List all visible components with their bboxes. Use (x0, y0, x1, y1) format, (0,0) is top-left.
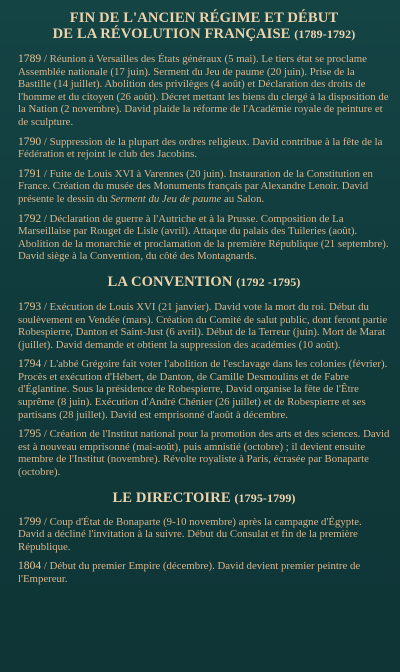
entry-text: L'abbé Grégoire fait voter l'abolition de l'esclavage dans les colonies (février). Procès et exécution d'Hébert, de Danton, de Camille Desmoulins et de Fabre d'Églantine. Sous la présidence de Robespierre, David organise la fête de l'Être suprême (8 juin). Exécution d'André Chénier (26 juillet) et de Robespierre et ses partisans (28 juillet). David est emprisonné d'août à décembre. (18, 358, 388, 421)
timeline-entry-1799: 1799 / Coup d'État de Bonaparte (9-10 novembre) après la campagne d'Égypte. David a décliné l'invitation à la suivre. Début du Consulat et fin de la première République. (18, 514, 362, 553)
entry-text: Réunion à Versailles des États généraux (5 mai). Le tiers état se proclame Assemblée nationale (17 juin). Serment du Jeu de paume (20 juin). Prise de la Bastille (14 juillet). Abolition des privilèges (4 août) et Déclaration des droits de l'homme et du citoyen (26 août). Décret mettant les biens du clergé à la disposition de la Nation (2 novembre). David plaide la réforme de l'Académie royale de peinture et de sculpture. (18, 53, 389, 128)
section-title-text: LE DIRECTOIRE (112, 489, 231, 506)
entry-text: Fuite de Louis XVI à Varennes (20 juin). Instauration de la Constitution en France. Création du musée des Monuments français par Alexandre Lenoir. David présente le dessin du (18, 167, 373, 205)
timeline-entry-1792: 1792 / Déclaration de guerre à l'Autriche et à la Prusse. Composition de La Marseillaise par Rouget de Lisle (avril). Attaque du palais des Tuileries (août). Abolition de la monarchie et proclamation de la première République (21 septembre). David siège à la Convention, du côté des Montagnards. (18, 211, 389, 263)
section-title-directoire (18, 490, 390, 506)
entry-text: Suppression de la plupart des ordres religieux. David contribue à la fête de la Fédération et rejoint le club des Jacobins. (18, 135, 383, 161)
artwork-title: Serment du Jeu de paume (110, 192, 222, 205)
entry-year: 1794 (18, 357, 42, 371)
timeline-entry-1804: 1804 / Début du premier Empire (décembre). David devient premier peintre de l'Empereur. (18, 559, 361, 585)
section-title-text: LA CONVENTION (107, 273, 233, 290)
entry-text: Coup d'État de Bonaparte (9-10 novembre) après la campagne d'Égypte. David a décliné l'invitation à la suivre. Début du Consulat et fin de la première République. (18, 515, 362, 553)
section-years: (1792 -1795) (236, 274, 301, 289)
entry-year: 1804 (18, 559, 42, 573)
entry-text: Exécution de Louis XVI (21 janvier). David vote la mort du roi. Début du soulèvement en Vendée (mars). Création du Comité de salut public, dont feront partie Robespierre, Danton et Saint-Just (6 avril). Début de la Terreur (juin). Mort de Marat (juillet). David demande et obtient la suppression des académies (10 août). (18, 300, 388, 351)
entry-text: Début du premier Empire (décembre). David devient premier peintre de l'Empereur. (18, 560, 361, 585)
entry-year: 1799 (18, 514, 42, 528)
section-title-line2: DE LA RÉVOLUTION FRANÇAISE (52, 26, 291, 42)
entry-text: Déclaration de guerre à l'Autriche et à la Prusse. Composition de La Marseillaise par Rouget de Lisle (avril). Attaque du palais des Tuileries (août). Abolition de la monarchie et proclamation de la première République (21 septembre). David siège à la Convention, du côté des Montagnards. (18, 212, 389, 263)
entry-year: 1795 (18, 427, 42, 441)
timeline-entry-1793: 1793 / Exécution de Louis XVI (21 janvier). David vote la mort du roi. Début du soulèvement en Vendée (mars). Création du Comité de salut public, dont feront partie Robespierre, Danton et Saint-Just (6 avril). Début de la Terreur (juin). Mort de Marat (juillet). David demande et obtient la suppression des académies (10 août). (18, 299, 388, 351)
timeline-entry-1794: 1794 / L'abbé Grégoire fait voter l'abolition de l'esclavage dans les colonies (février). Procès et exécution d'Hébert, de Danton, de Camille Desmoulins et de Fabre d'Églantine. Sous la présidence de Robespierre, David organise la fête de l'Être suprême (8 juin). Exécution d'André Chénier (26 juillet) et de Robespierre et ses partisans (28 juillet). David est emprisonné d'août à décembre. (18, 357, 388, 421)
entry-year: 1790 (18, 134, 42, 148)
section-years: (1795-1799) (234, 490, 296, 505)
entry-text-end: au Salon. (221, 192, 265, 205)
section-years: (1789-1792) (294, 27, 356, 41)
entry-text: Création de l'Institut national pour la promotion des arts et des sciences. David est à nouveau emprisonné (mai-août), puis amnistié (octobre) ; il devient ensuite membre de l'Institut (novembre). Révolte royaliste à Paris, écrasée par Bonaparte (octobre). (18, 428, 390, 479)
timeline-entry-1791: 1791 / Fuite de Louis XVI à Varennes (20 juin). Instauration de la Constitution en France. Création du musée des Monuments français par Alexandre Lenoir. David présente le dessin du Serment du Jeu de paume au Salon. (18, 166, 373, 205)
section-title-line1: FIN DE L'ANCIEN RÉGIME ET DÉBUT (69, 10, 339, 26)
entry-year: 1793 (18, 299, 42, 313)
entry-year: 1792 (18, 211, 42, 225)
entry-year: 1789 (18, 52, 42, 65)
entry-year: 1791 (18, 166, 42, 180)
section-title-convention (18, 274, 390, 290)
timeline-entry-1790: 1790 / Suppression de la plupart des ordres religieux. David contribue à la fête de la Fédération et rejoint le club des Jacobins. (18, 134, 383, 161)
timeline-entry-1795: 1795 / Création de l'Institut national pour la promotion des arts et des sciences. David est à nouveau emprisonné (mai-août), puis amnistié (octobre) ; il devient ensuite membre de l'Institut (novembre). Révolte royaliste à Paris, écrasée par Bonaparte (octobre). (18, 427, 390, 479)
timeline-entry-1789: 1789 / Réunion à Versailles des États généraux (5 mai). Le tiers état se proclame Assemblée nationale (17 juin). Serment du Jeu de paume (20 juin). Prise de la Bastille (14 juillet). Abolition des privilèges (4 août) et Déclaration des droits de l'homme et du citoyen (26 août). Décret mettant les biens du clergé à la disposition de la Nation (2 novembre). David plaide la réforme de l'Académie royale de peinture et de sculpture. (18, 52, 389, 128)
section-title-ancien-regime (18, 10, 390, 42)
